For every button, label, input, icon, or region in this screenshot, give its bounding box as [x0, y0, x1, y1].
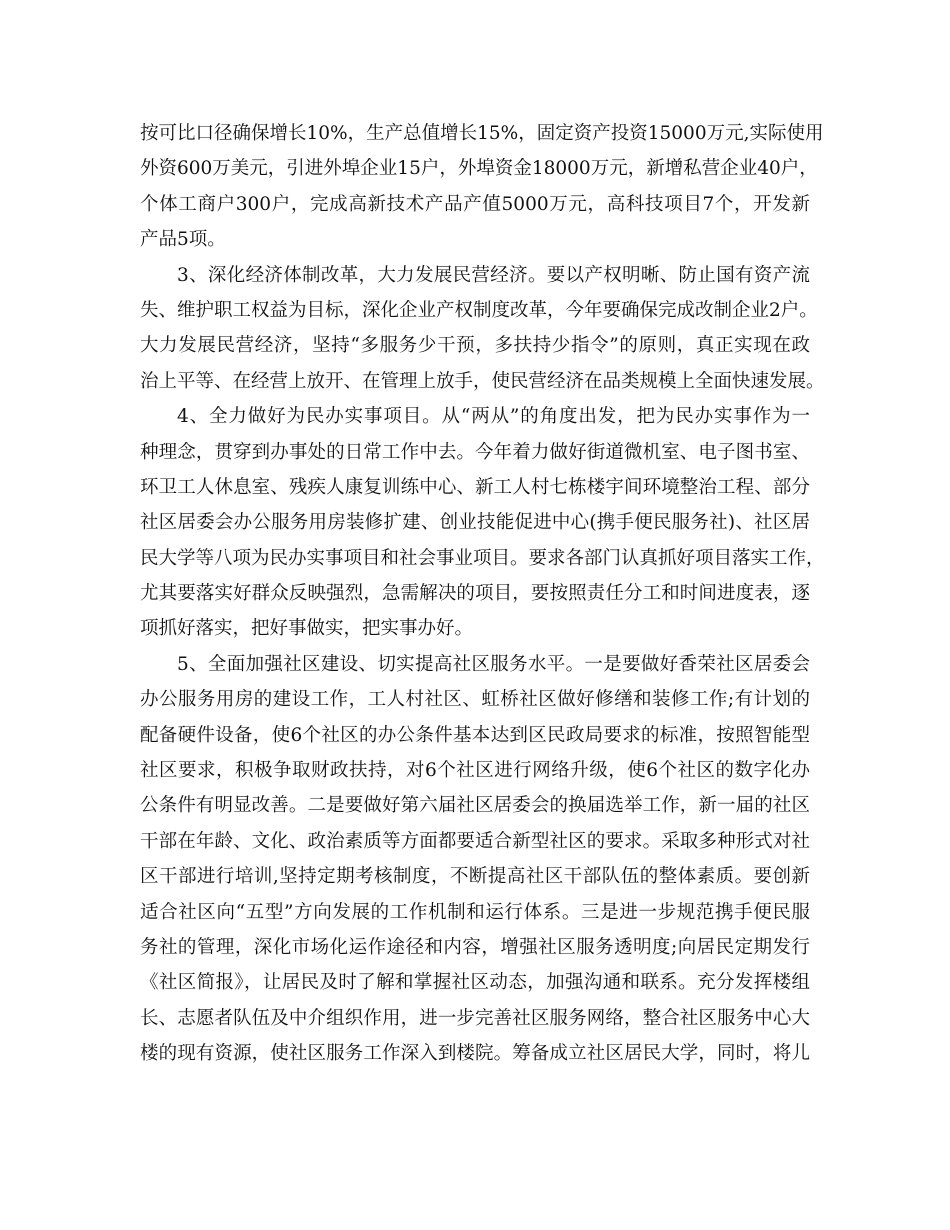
- text-line: 种理念，贯穿到办事处的日常工作中去。今年着力做好街道微机室、电子图书室、: [140, 441, 810, 463]
- text-line: 适合社区向“五型”方向发展的工作机制和运行体系。三是进一步规范携手便民服: [140, 901, 810, 923]
- text-line: 长、志愿者队伍及中介组织作用，进一步完善社区服务网络，整合社区服务中心大: [140, 1007, 810, 1029]
- text-line: 按可比口径确保增长10%，生产总值增长15%，固定资产投资15000万元,实际使用: [140, 123, 824, 144]
- document-body: [140, 116, 825, 1072]
- text-line: 配备硬件设备，使6个社区的办公条件基本达到区民政局要求的标准，按照智能型: [140, 724, 810, 746]
- text-line: 务社的管理，深化市场化运作途径和内容，增强社区服务透明度;向居民定期发行: [140, 936, 810, 958]
- text-line: 外资600万美元，引进外埠企业15户，外埠资金18000万元，新增私营企业40户，: [140, 158, 818, 180]
- paragraph-first-line: 3、深化经济体制改革，大力发展民营经济。要以产权明晰、防止国有资产流: [177, 264, 810, 286]
- text-line: 个体工商户300户，完成高新技术产品产值5000万元，高科技项目7个，开发新: [140, 193, 810, 215]
- text-line: 治上平等、在经营上放开、在管理上放手，使民营经济在品类规模上全面快速发展。: [140, 370, 825, 392]
- text-line: 《社区简报》，让居民及时了解和掌握社区动态，加强沟通和联系。充分发挥楼组: [140, 972, 810, 994]
- text-line: 干部在年龄、文化、政治素质等方面都要适合新型社区的要求。采取多种形式对社: [140, 830, 810, 852]
- text-line: 项抓好落实，把好事做实，把实事办好。: [140, 618, 474, 640]
- text-line: 社区要求，积极争取财政扶持，对6个社区进行网络升级，使6个社区的数字化办: [140, 760, 810, 782]
- text-line: 尤其要落实好群众反映强烈，急需解决的项目，要按照责任分工和时间进度表，逐: [140, 583, 810, 605]
- text-line: 公条件有明显改善。二是要做好第六届社区居委会的换届选举工作，新一届的社区: [140, 795, 810, 817]
- text-line: 民大学等八项为民办实事项目和社会事业项目。要求各部门认真抓好项目落实工作，: [140, 547, 825, 569]
- paragraph-first-line: 5、全面加强社区建设、切实提高社区服务水平。一是要做好香荣社区居委会: [177, 653, 810, 675]
- text-line: 区干部进行培训,坚持定期考核制度，不断提高社区干部队伍的整体素质。要创新: [140, 866, 810, 888]
- text-line: 产品5项。: [140, 229, 226, 251]
- text-line: 大力发展民营经济，坚持“多服务少干预，多扶持少指令”的原则，真正实现在政: [140, 335, 810, 357]
- text-line: 楼的现有资源，使社区服务工作深入到楼院。筹备成立社区居民大学，同时，将儿: [140, 1043, 810, 1065]
- text-line: 办公服务用房的建设工作，工人村社区、虹桥社区做好修缮和装修工作;有计划的: [140, 689, 810, 711]
- paragraph-first-line: 4、全力做好为民办实事项目。从“两从”的角度出发，把为民办实事作为一: [177, 406, 810, 428]
- text-line: 社区居委会办公服务用房装修扩建、创业技能促进中心(携手便民服务社)、社区居: [140, 512, 810, 534]
- text-line: 环卫工人休息室、残疾人康复训练中心、新工人村七栋楼宇间环境整治工程、部分: [140, 476, 810, 498]
- text-line: 失、维护职工权益为目标，深化企业产权制度改革，今年要确保完成改制企业2户。: [140, 299, 818, 321]
